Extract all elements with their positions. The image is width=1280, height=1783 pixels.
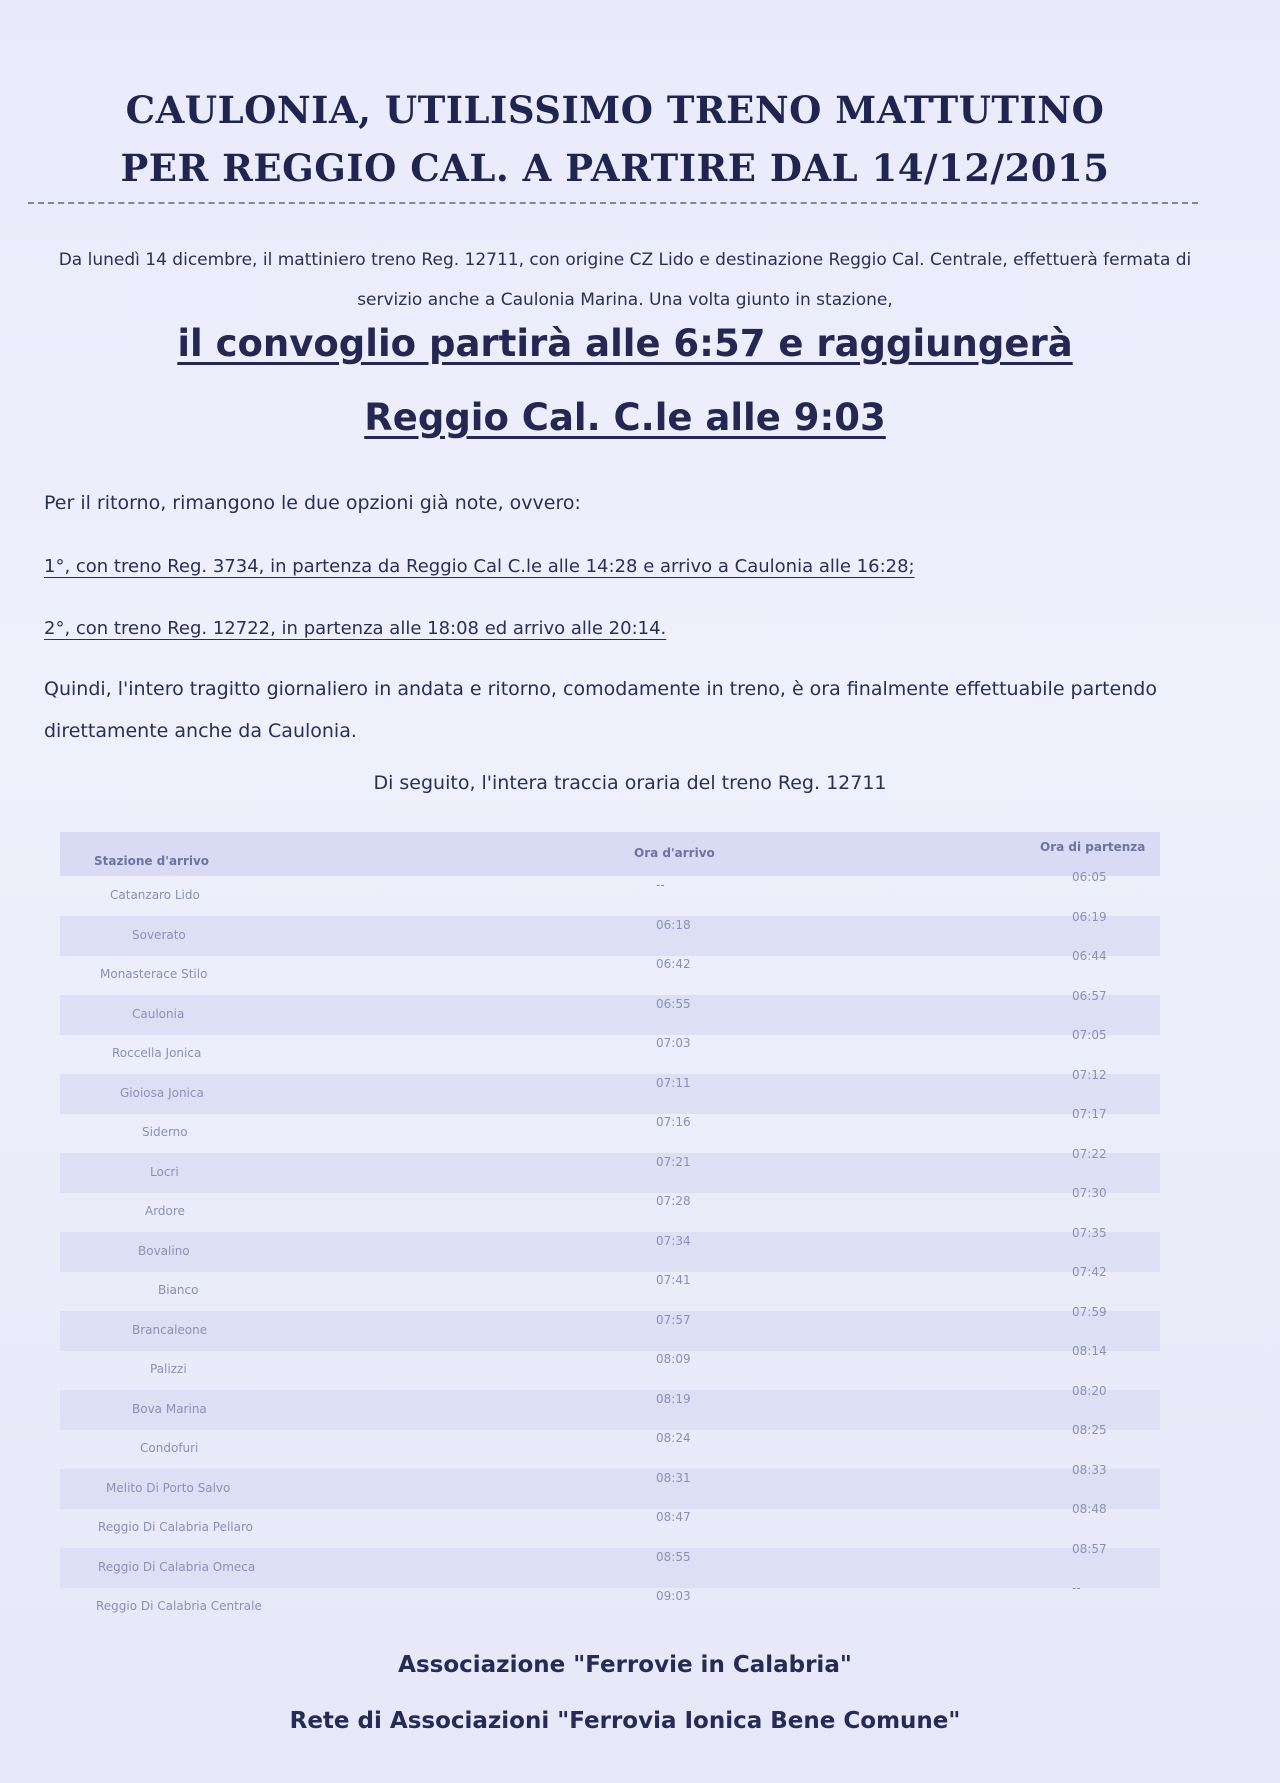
arrival-time: 06:55: [656, 996, 691, 1011]
title-divider: [28, 202, 1198, 204]
departure-time: 07:05: [1072, 1028, 1107, 1042]
station-name: Gioiosa Jonica: [120, 1085, 204, 1100]
arrival-time: 07:41: [656, 1273, 691, 1287]
departure-time: 07:30: [1072, 1186, 1107, 1200]
arrival-time: 07:11: [656, 1075, 691, 1090]
table-row: [60, 1304, 1160, 1351]
conclusion-paragraph: Quindi, l'intero tragitto giornaliero in andata e ritorno, comodamente in treno, è ora finalmente effettuabile partendo direttamente anche da Caulonia.: [44, 678, 1157, 742]
table-row: [60, 1581, 1160, 1627]
return-option-2: 2°, con treno Reg. 12722, in partenza alle 18:08 ed arrivo alle 20:14.: [44, 618, 667, 639]
table-row: [60, 1344, 1160, 1390]
arrival-time: 07:57: [656, 1312, 691, 1327]
departure-time: 08:57: [1072, 1541, 1107, 1556]
timetable-header: [60, 832, 1160, 876]
arrival-time: --: [656, 878, 665, 892]
station-name: Bova Marina: [132, 1401, 207, 1416]
station-name: Brancaleone: [132, 1322, 208, 1337]
station-name: Monasterace Stilo: [100, 967, 208, 981]
table-row: [60, 1541, 1160, 1588]
highlight-line1-text: il convoglio partirà alle 6:57 e raggiungerà: [177, 322, 1073, 365]
station-name: Catanzaro Lido: [110, 888, 200, 902]
table-row: [60, 1265, 1160, 1311]
table-caption: Di seguito, l'intera traccia oraria del treno Reg. 12711: [373, 772, 887, 794]
departure-time: --: [1072, 1581, 1081, 1595]
station-name: Ardore: [145, 1204, 185, 1218]
departure-time: 08:20: [1072, 1383, 1107, 1398]
arrival-time: 07:34: [656, 1233, 691, 1248]
departure-time: 08:33: [1072, 1462, 1107, 1477]
station-name: Reggio Di Calabria Centrale: [96, 1599, 262, 1613]
table-row: [60, 1186, 1160, 1232]
station-name: Palizzi: [150, 1362, 187, 1376]
station-name: Caulonia: [132, 1006, 185, 1021]
return-intro: Per il ritorno, rimangono le due opzioni già note, ovvero:: [44, 492, 581, 514]
arrival-time: 07:28: [656, 1194, 691, 1208]
arrival-time: 08:09: [656, 1352, 691, 1366]
table-row: [60, 1423, 1160, 1469]
departure-time: 07:59: [1072, 1304, 1107, 1319]
station-name: Bovalino: [138, 1243, 190, 1258]
arrival-time: 08:31: [656, 1470, 691, 1485]
departure-time: 06:57: [1072, 988, 1107, 1003]
notice-title-line1: CAULONIA, UTILISSIMO TRENO MATTUTINO: [125, 88, 1105, 132]
departure-time: 07:22: [1072, 1146, 1107, 1161]
table-row: [60, 1028, 1160, 1074]
departure-time: 06:05: [1072, 870, 1107, 884]
arrival-time: 08:24: [656, 1431, 691, 1445]
station-name: Bianco: [158, 1283, 199, 1297]
highlight-line2-text: Reggio Cal. C.le alle 9:03: [364, 396, 886, 439]
table-row: [60, 1383, 1160, 1430]
arrival-time: 06:42: [656, 957, 691, 971]
departure-time: 06:44: [1072, 949, 1107, 963]
departure-time: 08:14: [1072, 1344, 1107, 1358]
departure-time: 06:19: [1072, 909, 1107, 924]
station-name: Reggio Di Calabria Pellaro: [98, 1520, 253, 1534]
table-row: [60, 949, 1160, 995]
table-row: [60, 1225, 1160, 1272]
departure-time: 07:17: [1072, 1107, 1107, 1121]
arrival-time: 07:03: [656, 1036, 691, 1050]
table-row: [60, 1067, 1160, 1114]
station-name: Reggio Di Calabria Omeca: [98, 1559, 256, 1574]
departure-time: 07:12: [1072, 1067, 1107, 1082]
arrival-time: 08:55: [656, 1549, 691, 1564]
station-name: Roccella Jonica: [112, 1046, 202, 1060]
departure-time: 07:35: [1072, 1225, 1107, 1240]
arrival-time: 09:03: [656, 1589, 691, 1603]
table-row: [60, 1462, 1160, 1509]
arrival-time: 07:21: [656, 1154, 691, 1169]
table-row: [60, 909, 1160, 956]
header-arrival: Ora d'arrivo: [634, 846, 715, 860]
station-name: Melito Di Porto Salvo: [106, 1480, 231, 1495]
table-row: [60, 870, 1160, 916]
departure-time: 08:25: [1072, 1423, 1107, 1437]
highlight-line2: [0, 396, 1250, 439]
station-name: Soverato: [132, 927, 186, 942]
notice-title-line2: PER REGGIO CAL. A PARTIRE DAL 14/12/2015: [120, 146, 1110, 190]
departure-time: 08:48: [1072, 1502, 1107, 1516]
intro-paragraph: Da lunedì 14 dicembre, il mattiniero treno Reg. 12711, con origine CZ Lido e destinazione Reggio Cal. Centrale, effettuerà fermata di servizio anche a Caulonia Marina. Una volta giunto in stazione,: [58, 250, 1192, 310]
footer-network: Rete di Associazioni "Ferrovia Ionica Bene Comune": [289, 1708, 961, 1734]
arrival-time: 06:18: [656, 917, 691, 932]
table-row: [60, 1146, 1160, 1193]
table-row: [60, 988, 1160, 1035]
timetable: [60, 832, 1160, 1622]
return-option-1: 1°, con treno Reg. 3734, in partenza da Reggio Cal C.le alle 14:28 e arrivo a Caulonia alle 16:28;: [44, 556, 915, 577]
table-row: [60, 1502, 1160, 1548]
highlight-line1: [0, 322, 1250, 365]
departure-time: 07:42: [1072, 1265, 1107, 1279]
arrival-time: 07:16: [656, 1115, 691, 1129]
arrival-time: 08:19: [656, 1391, 691, 1406]
station-name: Locri: [150, 1164, 179, 1179]
footer-association: Associazione "Ferrovie in Calabria": [398, 1652, 852, 1678]
arrival-time: 08:47: [656, 1510, 691, 1524]
station-name: Condofuri: [140, 1441, 199, 1455]
header-departure: Ora di partenza: [1040, 840, 1146, 854]
table-row: [60, 1107, 1160, 1153]
station-name: Siderno: [142, 1125, 188, 1139]
header-station: Stazione d'arrivo: [94, 854, 210, 868]
